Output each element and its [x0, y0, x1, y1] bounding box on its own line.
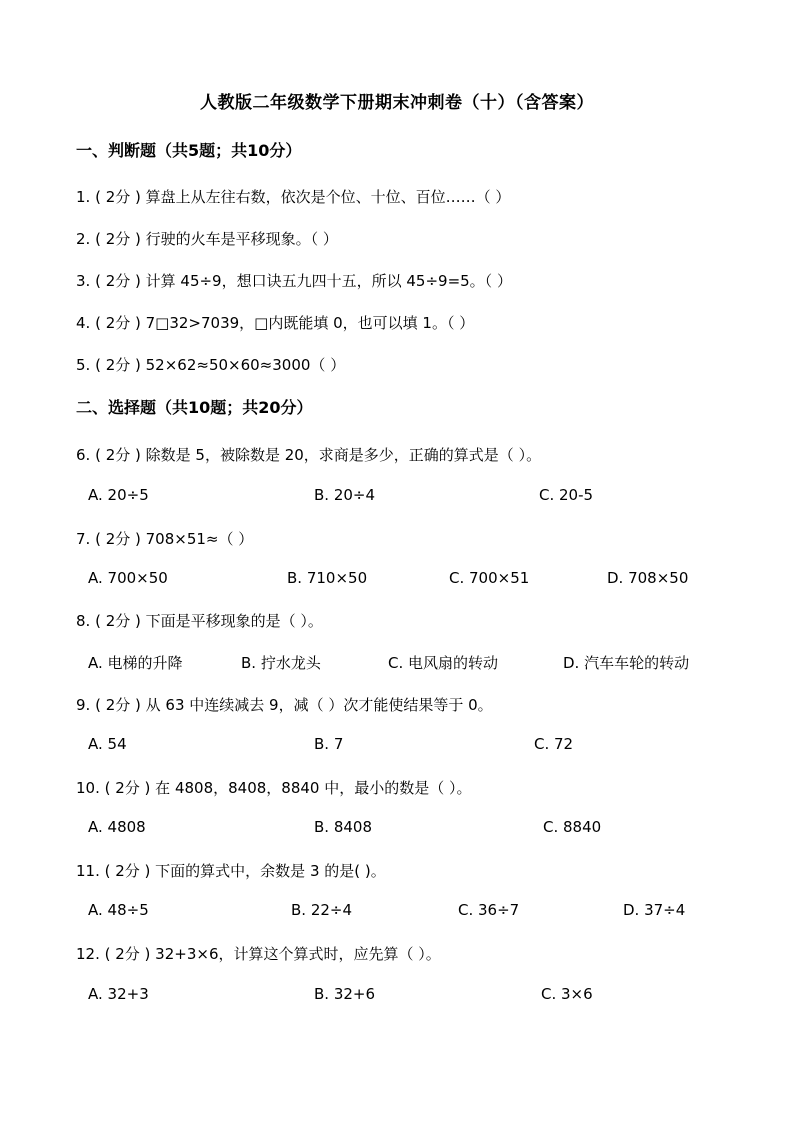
question-12: 12. ( 2分 ) 32+3×6，计算这个算式时，应先算（ ）。 [76, 945, 441, 963]
option-7b: B. 710×50 [287, 569, 368, 587]
option-12c: C. 3×6 [541, 985, 593, 1003]
option-7d: D. 708×50 [607, 569, 689, 587]
question-7: 7. ( 2分 ) 708×51≈（ ） [76, 530, 254, 548]
option-9c: C. 72 [534, 735, 574, 753]
option-10c: C. 8840 [543, 818, 602, 836]
option-7a: A. 700×50 [88, 569, 168, 587]
option-8c: C. 电风扇的转动 [388, 654, 499, 672]
option-11c: C. 36÷7 [458, 901, 520, 919]
question-1: 1. ( 2分 ) 算盘上从左往右数，依次是个位、十位、百位……（ ） [76, 188, 511, 206]
option-6c: C. 20-5 [539, 486, 594, 504]
section-heading-judgement: 一、判断题（共5题；共10分） [76, 141, 302, 160]
option-9b: B. 7 [314, 735, 344, 753]
question-4: 4. ( 2分 ) 7□32>7039，□内既能填 0，也可以填 1。（ ） [76, 314, 475, 332]
question-6: 6. ( 2分 ) 除数是 5，被除数是 20，求商是多少，正确的算式是（ ）。 [76, 446, 542, 464]
question-2: 2. ( 2分 ) 行驶的火车是平移现象。（ ） [76, 230, 338, 248]
option-8d: D. 汽车车轮的转动 [563, 654, 690, 672]
question-8: 8. ( 2分 ) 下面是平移现象的是（ ）。 [76, 612, 323, 630]
question-11: 11. ( 2分 ) 下面的算式中，余数是 3 的是( )。 [76, 862, 386, 880]
option-8b: B. 拧水龙头 [241, 654, 321, 672]
page-title: 人教版二年级数学下册期末冲刺卷（十）（含答案） [200, 93, 594, 113]
option-11d: D. 37÷4 [623, 901, 686, 919]
option-6b: B. 20÷4 [314, 486, 376, 504]
section-heading-choice: 二、选择题（共10题；共20分） [76, 398, 313, 417]
question-5: 5. ( 2分 ) 52×62≈50×60≈3000（ ） [76, 356, 346, 374]
option-9a: A. 54 [88, 735, 127, 753]
option-12a: A. 32+3 [88, 985, 149, 1003]
option-12b: B. 32+6 [314, 985, 376, 1003]
option-7c: C. 700×51 [449, 569, 530, 587]
question-10: 10. ( 2分 ) 在 4808，8408，8840 中，最小的数是（ ）。 [76, 779, 472, 797]
option-8a: A. 电梯的升降 [88, 654, 183, 672]
option-11b: B. 22÷4 [291, 901, 353, 919]
option-10b: B. 8408 [314, 818, 373, 836]
question-9: 9. ( 2分 ) 从 63 中连续减去 9，减（ ）次才能使结果等于 0。 [76, 696, 493, 714]
option-11a: A. 48÷5 [88, 901, 149, 919]
question-3: 3. ( 2分 ) 计算 45÷9，想口诀五九四十五，所以 45÷9=5。（ ） [76, 272, 512, 290]
option-6a: A. 20÷5 [88, 486, 149, 504]
option-10a: A. 4808 [88, 818, 146, 836]
